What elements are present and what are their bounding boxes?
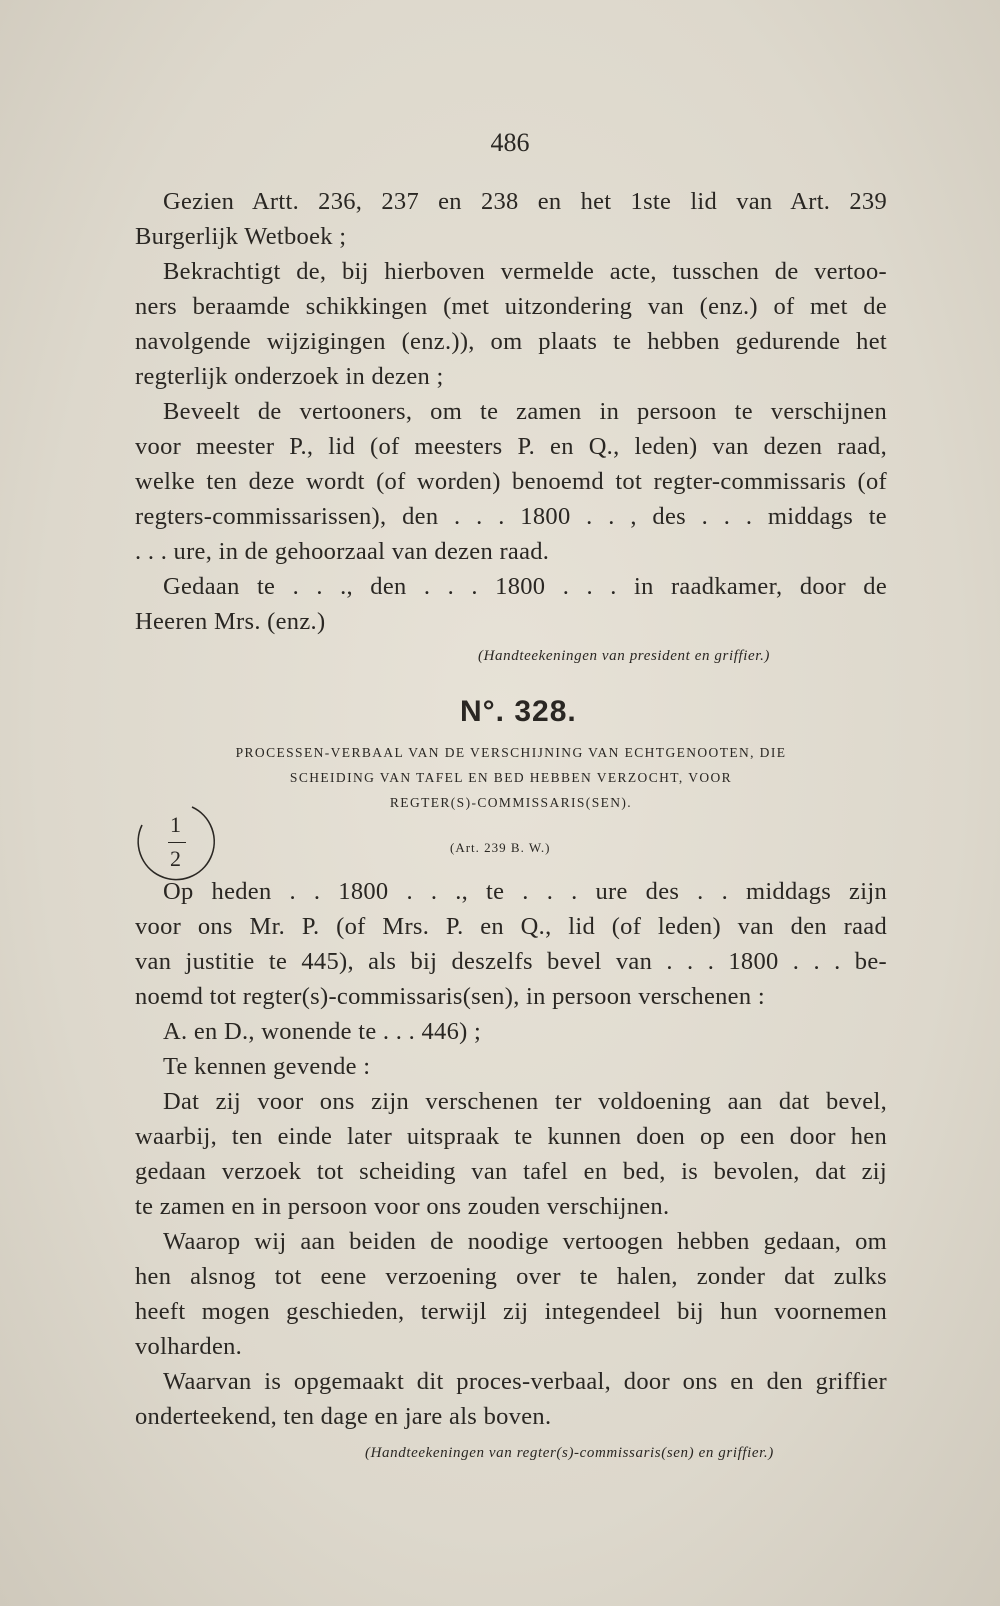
text-line: Heeren Mrs. (enz.) xyxy=(135,608,326,635)
form-title-line: PROCESSEN-VERBAAL VAN DE VERSCHIJNING VAN ECHTGENOOTEN, DIE xyxy=(235,745,787,760)
margin-fraction-stamp xyxy=(132,800,218,886)
text-line: ners beraamde schikkingen (met uitzondering van (enz.) of met de xyxy=(135,293,887,320)
text-line: waarbij, ten einde later uitspraak te kunnen doen op een door hen xyxy=(135,1123,887,1150)
text-line: regters-commissarissen), den . . . 1800 . . , des . . . middags te xyxy=(135,503,887,530)
text-line: onderteekend, ten dage en jare als boven. xyxy=(135,1403,552,1430)
text-line: van justitie te 445), als bij deszelfs bevel van . . . 1800 . . . be- xyxy=(135,948,887,975)
text-line: Dat zij voor ons zijn verschenen ter voldoening aan dat bevel, xyxy=(163,1088,887,1115)
fraction-bar xyxy=(168,842,186,843)
text-line: Gedaan te . . ., den . . . 1800 . . . in raadkamer, door de xyxy=(163,573,887,600)
fraction-numerator: 1 xyxy=(170,812,181,837)
signature-note: (Handteekeningen van president en griffier.) xyxy=(478,648,771,664)
text-line: welke ten deze wordt (of worden) benoemd tot regter-commissaris (of xyxy=(135,468,887,495)
text-line: Waarvan is opgemaakt dit proces-verbaal, door ons en den griffier xyxy=(163,1368,887,1395)
text-line: te zamen en in persoon voor ons zouden verschijnen. xyxy=(135,1193,670,1220)
text-line: Bekrachtigt de, bij hierboven vermelde acte, tusschen de vertoo- xyxy=(163,258,887,285)
text-line: Beveelt de vertooners, om te zamen in persoon te verschijnen xyxy=(163,398,887,425)
form-title-line: SCHEIDING VAN TAFEL EN BED HEBBEN VERZOCHT, VOOR xyxy=(289,770,733,785)
text-line: Waarop wij aan beiden de noodige vertoogen hebben gedaan, om xyxy=(163,1228,887,1255)
text-line: Burgerlijk Wetboek ; xyxy=(135,223,347,250)
fraction-denominator: 2 xyxy=(170,846,181,871)
page-number: 486 xyxy=(490,128,530,157)
text-line: Op heden . . 1800 . . ., te . . . ure des . . middags zijn xyxy=(163,878,887,905)
text-line: . . . ure, in de gehoorzaal van dezen raad. xyxy=(135,538,550,565)
text-line: A. en D., wonende te . . . 446) ; xyxy=(163,1018,482,1045)
text-line: heeft mogen geschieden, terwijl zij integendeel bij hun voornemen xyxy=(135,1298,887,1325)
text-line: voor ons Mr. P. (of Mrs. P. en Q., lid (of leden) van den raad xyxy=(135,913,887,940)
signature-note: (Handteekeningen van regter(s)-commissaris(sen) en griffier.) xyxy=(365,1445,774,1461)
text-line: Gezien Artt. 236, 237 en 238 en het 1ste lid van Art. 239 xyxy=(163,188,887,215)
text-line: voor meester P., lid (of meesters P. en Q., leden) van dezen raad, xyxy=(135,433,887,460)
text-line: noemd tot regter(s)-commissaris(sen), in persoon verschenen : xyxy=(135,983,765,1010)
text-line: Te kennen gevende : xyxy=(163,1053,371,1080)
text-line: regterlijk onderzoek in dezen ; xyxy=(135,363,444,390)
text-line: hen alsnog tot eene verzoening over te halen, zonder dat zulks xyxy=(135,1263,887,1290)
text-line: volharden. xyxy=(135,1333,243,1360)
form-number: N°. 328. xyxy=(460,695,577,728)
text-line: navolgende wijzigingen (enz.)), om plaats te hebben gedurende het xyxy=(135,328,887,355)
text-line: gedaan verzoek tot scheiding van tafel en bed, is bevolen, dat zij xyxy=(135,1158,887,1185)
article-reference: (Art. 239 B. W.) xyxy=(450,840,551,855)
form-title-line: REGTER(S)-COMMISSARIS(SEN). xyxy=(389,795,633,810)
